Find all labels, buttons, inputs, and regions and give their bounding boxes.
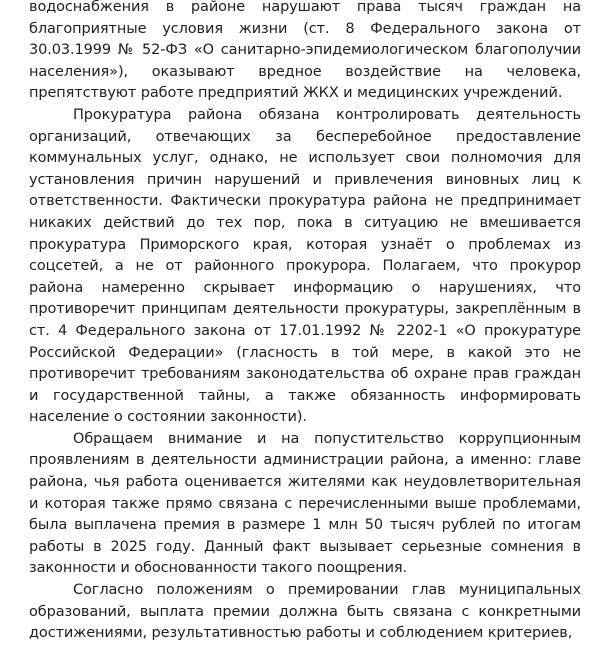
paragraph-prosecutor-duties: Прокуратура района обязана контролировать деятельность организаций, отвечающих за бесперебойное предоставление коммунальных услуг, однако, не использует свои полномочия для установления причин нарушений и привлечения виновных лиц к ответственности. Фактически прокуратура района не предпринимает никаких действий до тех пор, пока в ситуацию не вмешивается прокуратура Приморского края, которая узнаёт о проблемах из соцсетей, а не от районного прокурора. Полагаем, что прокурор района намеренно скрывает информацию о нарушениях, что противоречит принципам деятельности прокуратуры, закреплённым в ст. 4 Федерального закона от 17.01.1992 № 2202-1 «О прокуратуре Российской Федерации» (гласность в той мере, в какой это не противоречит требованиям законодательства об охране прав граждан и государственной тайны, а также обязанность информировать население о состоянии законности).: [29, 106, 581, 426]
paragraph-water-supply: водоснабжения в районе нарушают права тысяч граждан на благоприятные условия жизни (ст. 8 Федерального закона от 30.03.1999 № 52-ФЗ «О санитарно-эпидемиологическом благополучии населения»), оказывают вредное воздействие на человека, препятствуют работе предприятий ЖКХ и медицинских учреждений.: [29, 0, 581, 102]
document-body: [29, 0, 581, 645]
paragraph-corruption-bonus: Обращаем внимание и на попустительство коррупционным проявлениям в деятельности администрации района, а именно: главе района, чья работа оценивается жителями как неудовлетворительная и которая также прямо связана с перечисленными выше проблемами, была выплачена премия в размере 1 млн 50 тысяч рублей по итогам работы в 2025 году. Данный факт вызывает серьезные сомнения в законности и обоснованности такого поощрения.: [29, 430, 581, 577]
paragraph-bonus-regulations: Согласно положениям о премировании глав муниципальных образований, выплата премии должна быть связана с конкретными достижениями, результативностью работы и соблюдением критериев,: [29, 582, 581, 642]
